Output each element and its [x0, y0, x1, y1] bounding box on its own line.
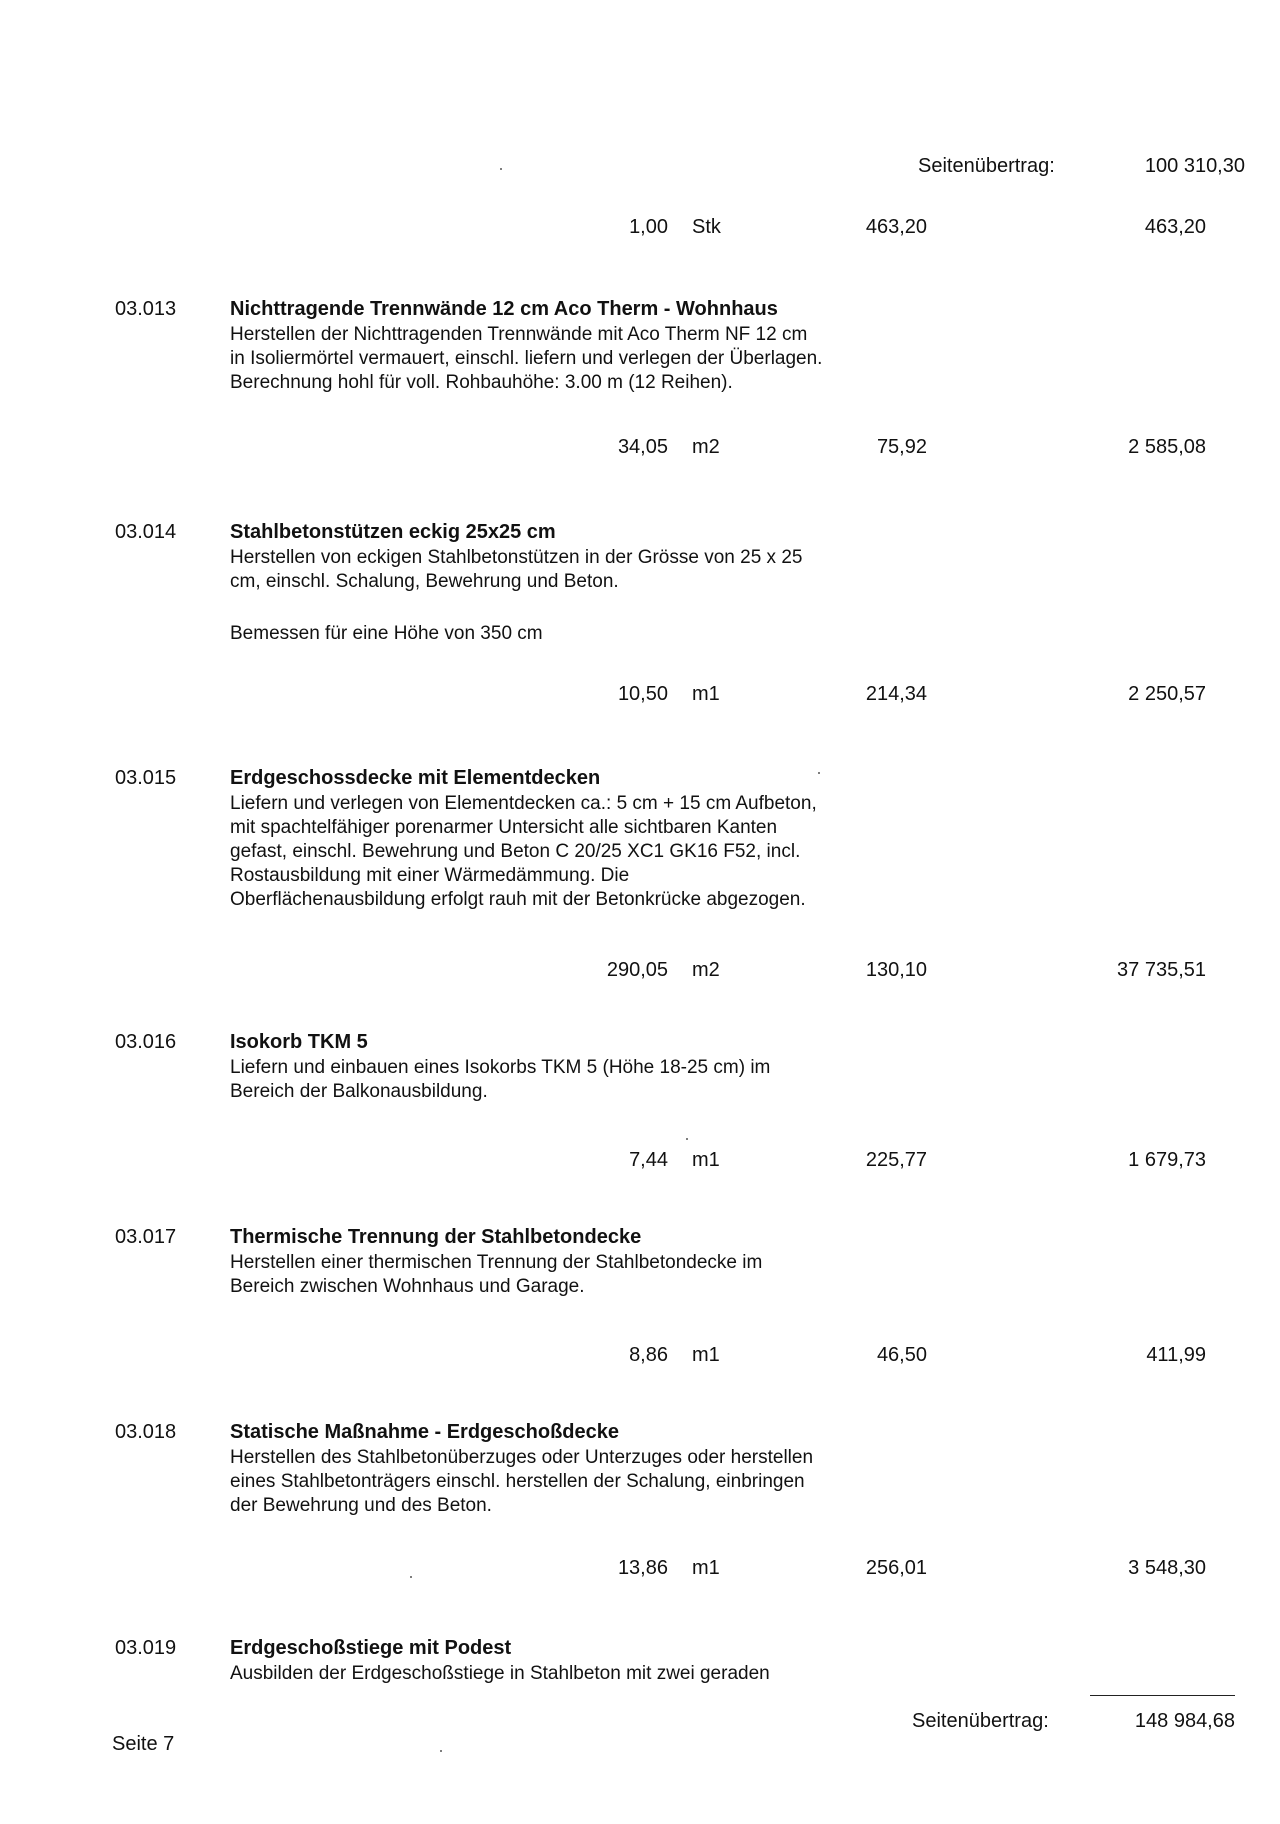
description-line: eines Stahlbetonträgers einschl. herstellen der Schalung, einbringen	[230, 1471, 805, 1492]
description-line: Liefern und verlegen von Elementdecken ca.: 5 cm + 15 cm Aufbeton,	[230, 793, 817, 814]
page-number: Seite 7	[112, 1733, 175, 1755]
item-unit: m1	[692, 1344, 720, 1366]
item-quantity: 8,86	[629, 1344, 668, 1366]
item-description	[230, 1056, 920, 1104]
item-description	[230, 792, 920, 912]
description-line: Bereich zwischen Wohnhaus und Garage.	[230, 1276, 585, 1297]
position-number: 03.018	[115, 1421, 177, 1443]
description-line: cm, einschl. Schalung, Bewehrung und Beton.	[230, 571, 619, 592]
description-line: Rostausbildung mit einer Wärmedämmung. Die	[230, 865, 630, 886]
scan-speck	[410, 1576, 412, 1578]
item-unit: m1	[692, 1557, 720, 1579]
description-line: in Isoliermörtel vermauert, einschl. liefern und verlegen der Überlagen.	[230, 348, 823, 369]
item-quantity: 13,86	[617, 1557, 668, 1579]
position-number: 03.017	[115, 1226, 177, 1248]
item-description	[230, 1446, 920, 1518]
item-total: 411,99	[1146, 1344, 1206, 1366]
description-line: Liefern und einbauen eines Isokorbs TKM 5 (Höhe 18-25 cm) im	[230, 1057, 771, 1078]
item-title: Erdgeschoßstiege mit Podest	[230, 1637, 512, 1659]
item-description	[230, 546, 920, 594]
carry-over-label-top: Seitenübertrag:	[918, 155, 1055, 177]
item-unit-price: 75,92	[876, 436, 927, 458]
position-number: 03.013	[115, 298, 177, 320]
item-quantity: 10,50	[617, 683, 668, 705]
position-number: 03.014	[115, 521, 177, 543]
carry-over-value-top: 100 310,30	[1144, 155, 1245, 177]
item-unit: m2	[692, 959, 720, 981]
description-line: Ausbilden der Erdgeschoßstiege in Stahlbeton mit zwei geraden	[230, 1663, 770, 1684]
description-line: Oberflächenausbildung erfolgt rauh mit der Betonkrücke abgezogen.	[230, 889, 806, 910]
carry-over-rule	[1090, 1695, 1235, 1696]
scan-speck	[686, 1138, 688, 1140]
item-quantity: 34,05	[617, 436, 668, 458]
item-title: Isokorb TKM 5	[230, 1031, 368, 1053]
item-unit: m2	[692, 436, 720, 458]
first-row-unit: Stk	[692, 216, 721, 238]
item-total: 3 548,30	[1128, 1557, 1206, 1579]
scan-speck	[440, 1750, 442, 1752]
description-line: Herstellen von eckigen Stahlbetonstützen in der Grösse von 25 x 25	[230, 547, 803, 568]
item-quantity: 290,05	[606, 959, 668, 981]
description-line: Herstellen der Nichttragenden Trennwände mit Aco Therm NF 12 cm	[230, 324, 808, 345]
position-number: 03.016	[115, 1031, 177, 1053]
position-number: 03.019	[115, 1637, 177, 1659]
item-title: Nichttragende Trennwände 12 cm Aco Therm - Wohnhaus	[230, 298, 778, 320]
item-unit-price: 256,01	[865, 1557, 927, 1579]
item-total: 2 250,57	[1128, 683, 1206, 705]
item-total: 2 585,08	[1128, 436, 1206, 458]
item-description	[230, 323, 920, 395]
item-unit-price: 225,77	[865, 1149, 927, 1171]
description-line: der Bewehrung und des Beton.	[230, 1495, 492, 1516]
item-unit: m1	[692, 1149, 720, 1171]
item-description	[230, 1251, 920, 1299]
first-row-unit-price: 463,20	[865, 216, 927, 238]
scan-speck	[500, 168, 502, 170]
item-note: Bemessen für eine Höhe von 350 cm	[230, 623, 543, 644]
description-line: gefast, einschl. Bewehrung und Beton C 20/25 XC1 GK16 F52, incl.	[230, 841, 801, 862]
item-unit-price: 130,10	[865, 959, 927, 981]
item-unit-price: 214,34	[865, 683, 927, 705]
first-row-quantity: 1,00	[629, 216, 668, 238]
item-description	[230, 1662, 920, 1686]
carry-over-label-bottom: Seitenübertrag:	[912, 1710, 1049, 1732]
description-line: Herstellen einer thermischen Trennung der Stahlbetondecke im	[230, 1252, 763, 1273]
item-title: Statische Maßnahme - Erdgeschoßdecke	[230, 1421, 620, 1443]
item-quantity: 7,44	[629, 1149, 668, 1171]
first-row-total: 463,20	[1144, 216, 1206, 238]
description-line: Bereich der Balkonausbildung.	[230, 1081, 488, 1102]
position-number: 03.015	[115, 767, 177, 789]
item-title: Thermische Trennung der Stahlbetondecke	[230, 1226, 642, 1248]
item-total: 1 679,73	[1128, 1149, 1206, 1171]
item-total: 37 735,51	[1117, 959, 1206, 981]
item-unit-price: 46,50	[876, 1344, 927, 1366]
description-line: Berechnung hohl für voll. Rohbauhöhe: 3.00 m (12 Reihen).	[230, 372, 733, 393]
item-title: Erdgeschossdecke mit Elementdecken	[230, 767, 601, 789]
description-line: Herstellen des Stahlbetonüberzuges oder Unterzuges oder herstellen	[230, 1447, 814, 1468]
item-unit: m1	[692, 683, 720, 705]
carry-over-value-bottom: 148 984,68	[1134, 1710, 1235, 1732]
description-line: mit spachtelfähiger porenarmer Untersicht alle sichtbaren Kanten	[230, 817, 778, 838]
item-title: Stahlbetonstützen eckig 25x25 cm	[230, 521, 556, 543]
